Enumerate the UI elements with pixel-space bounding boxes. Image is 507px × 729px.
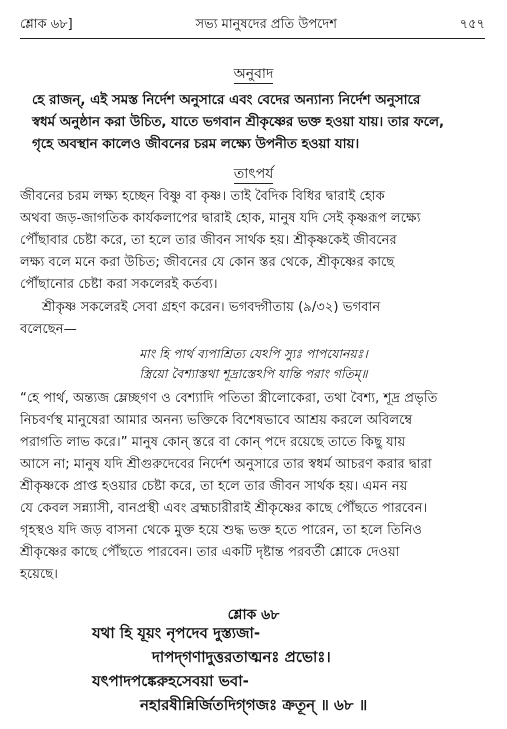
verse-line: স্ত্রিয়ো বৈশ্যাস্তথা শূদ্রাস্তেঽপি যান্তি পরাং গতিম্‌॥	[139, 366, 368, 381]
purport-paragraph-3	[20, 388, 487, 586]
text-line: পৌঁছাবার চেষ্টা করে, তা হলে তার জীবন সার্থক হয়। শ্রীকৃষ্ণকেই জীবনের	[20, 233, 397, 248]
text-line: লক্ষ্য বলে মনে করা উচিত; জীবনের যে কোন স্তর থেকে, শ্রীকৃষ্ণের কাছে	[20, 255, 395, 270]
text-line: পৌঁছানোর চেষ্টা করা সকলেরই কর্তব্য।	[20, 277, 218, 292]
text-line: শ্রীকৃষ্ণের কাছে পৌঁছতে পারবেন। তার একটি দৃষ্টান্ত পরবর্তী শ্লোকে দেওয়া	[20, 545, 400, 560]
text-line: নিচবর্ণস্থ মানুষেরা আমার অনন্য ভক্তিকে বিশেষভাবে আশ্রয় করলে অবিলম্বে	[20, 413, 413, 428]
header-chapter-title: সভ্য মানুষদের প্রতি উপদেশ	[195, 16, 337, 32]
verse-line: মাং হি পার্থ ব্যপাশ্রিত্য যেঽপি স্যুঃ পাপযোনয়ঃ।	[139, 346, 368, 361]
translation-line: স্বধর্ম অনুষ্ঠান করা উচিত, যাতে ভগবান শ্রীকৃষ্ণের ভক্ত হওয়া যায়। তার ফলে,	[32, 115, 445, 130]
purport-paragraph-2	[20, 297, 487, 341]
sloka-line: দাপদ্‌গণাদুত্তরতাত্মনঃ প্রভোঃ।	[152, 648, 331, 666]
translation-line: গৃহে অবস্থান কালেও জীবনের চরম লক্ষ্যে উপনীত হওয়া যায়।	[32, 137, 360, 152]
text-line: গৃহস্থও যদি জড় বাসনা থেকে মুক্ত হয়ে শুদ্ধ ভক্ত হতে পারেন, তা হলে তিনিও	[20, 523, 423, 538]
header-rule	[20, 38, 485, 39]
text-line: পরাগতি লাভ করে।” মানুষ কোন্‌ স্তরে বা কোন্‌ পদে রয়েছে তাতে কিছু যায়	[20, 435, 406, 450]
sloka-line: নহারষীন্নির্জিতদিগ্‌গজঃ ক্রতূন্‌ ॥ ৬৮ ॥	[140, 696, 368, 714]
header-verse-ref: শ্লোক ৬৮]	[20, 16, 73, 32]
purport-heading: তাৎপর্য	[233, 166, 274, 182]
text-line: আসে না; মানুষ যদি শ্রীগুরুদেবের নির্দেশ অনুসারে তার স্বধর্ম আচরণ করার দ্বারা	[20, 457, 432, 472]
text-line: শ্রীকৃষ্ণকে প্রাপ্ত হওয়ার চেষ্টা করে, তা হলে তার জীবন সার্থক হয়। এমন নয়	[20, 479, 408, 494]
sloka-line: যৎপাদপঙ্কেরুহসেবয়া ভবা-	[92, 672, 249, 690]
gita-quote-verse	[0, 344, 507, 384]
sloka-line: যথা হি যূয়ং নৃপদেব দুস্ত্যজা-	[92, 624, 261, 642]
purport-paragraph-1	[20, 186, 487, 296]
text-line: “হে পার্থ, অন্ত্যজ ম্লেচ্ছগণ ও বেশ্যাদি পতিতা স্ত্রীলোকেরা, তথা বৈশ্য, শূদ্র প্রভৃতি	[20, 391, 438, 406]
text-line: বলেছেন—	[20, 322, 77, 337]
text-line: যে কেবল সন্ন্যাসী, বানপ্রস্থী এবং ব্রহ্মচারীরাই শ্রীকৃষ্ণের কাছে পৌঁছতে পারবেন।	[20, 501, 428, 516]
text-line: জীবনের চরম লক্ষ্য হচ্ছেন বিষ্ণু বা কৃষ্ণ। তাই বৈদিক বিধির দ্বারাই হোক	[20, 189, 385, 204]
sloka-heading: শ্লোক ৬৮	[227, 607, 280, 623]
text-line: শ্রীকৃষ্ণ সকলেরই সেবা গ্রহণ করেন। ভগবদ্গীতায় (৯/৩২) ভগবান	[42, 300, 381, 315]
page-header	[20, 14, 485, 36]
translation-line: হে রাজন্‌, এই সমস্ত নির্দেশ অনুসারে এবং বেদের অন্যান্য নির্দেশ অনুসারে	[32, 93, 421, 108]
header-page-number: ৭৫৭	[459, 16, 485, 32]
translation-heading: অনুবাদ	[233, 66, 274, 82]
translation-paragraph	[32, 90, 489, 156]
text-line: অথবা জড়-জাগতিক কার্যকলাপের দ্বারাই হোক, মানুষ যদি সেই কৃষ্ণরূপ লক্ষ্যে	[20, 211, 421, 226]
text-line: হয়েছে।	[20, 567, 59, 582]
